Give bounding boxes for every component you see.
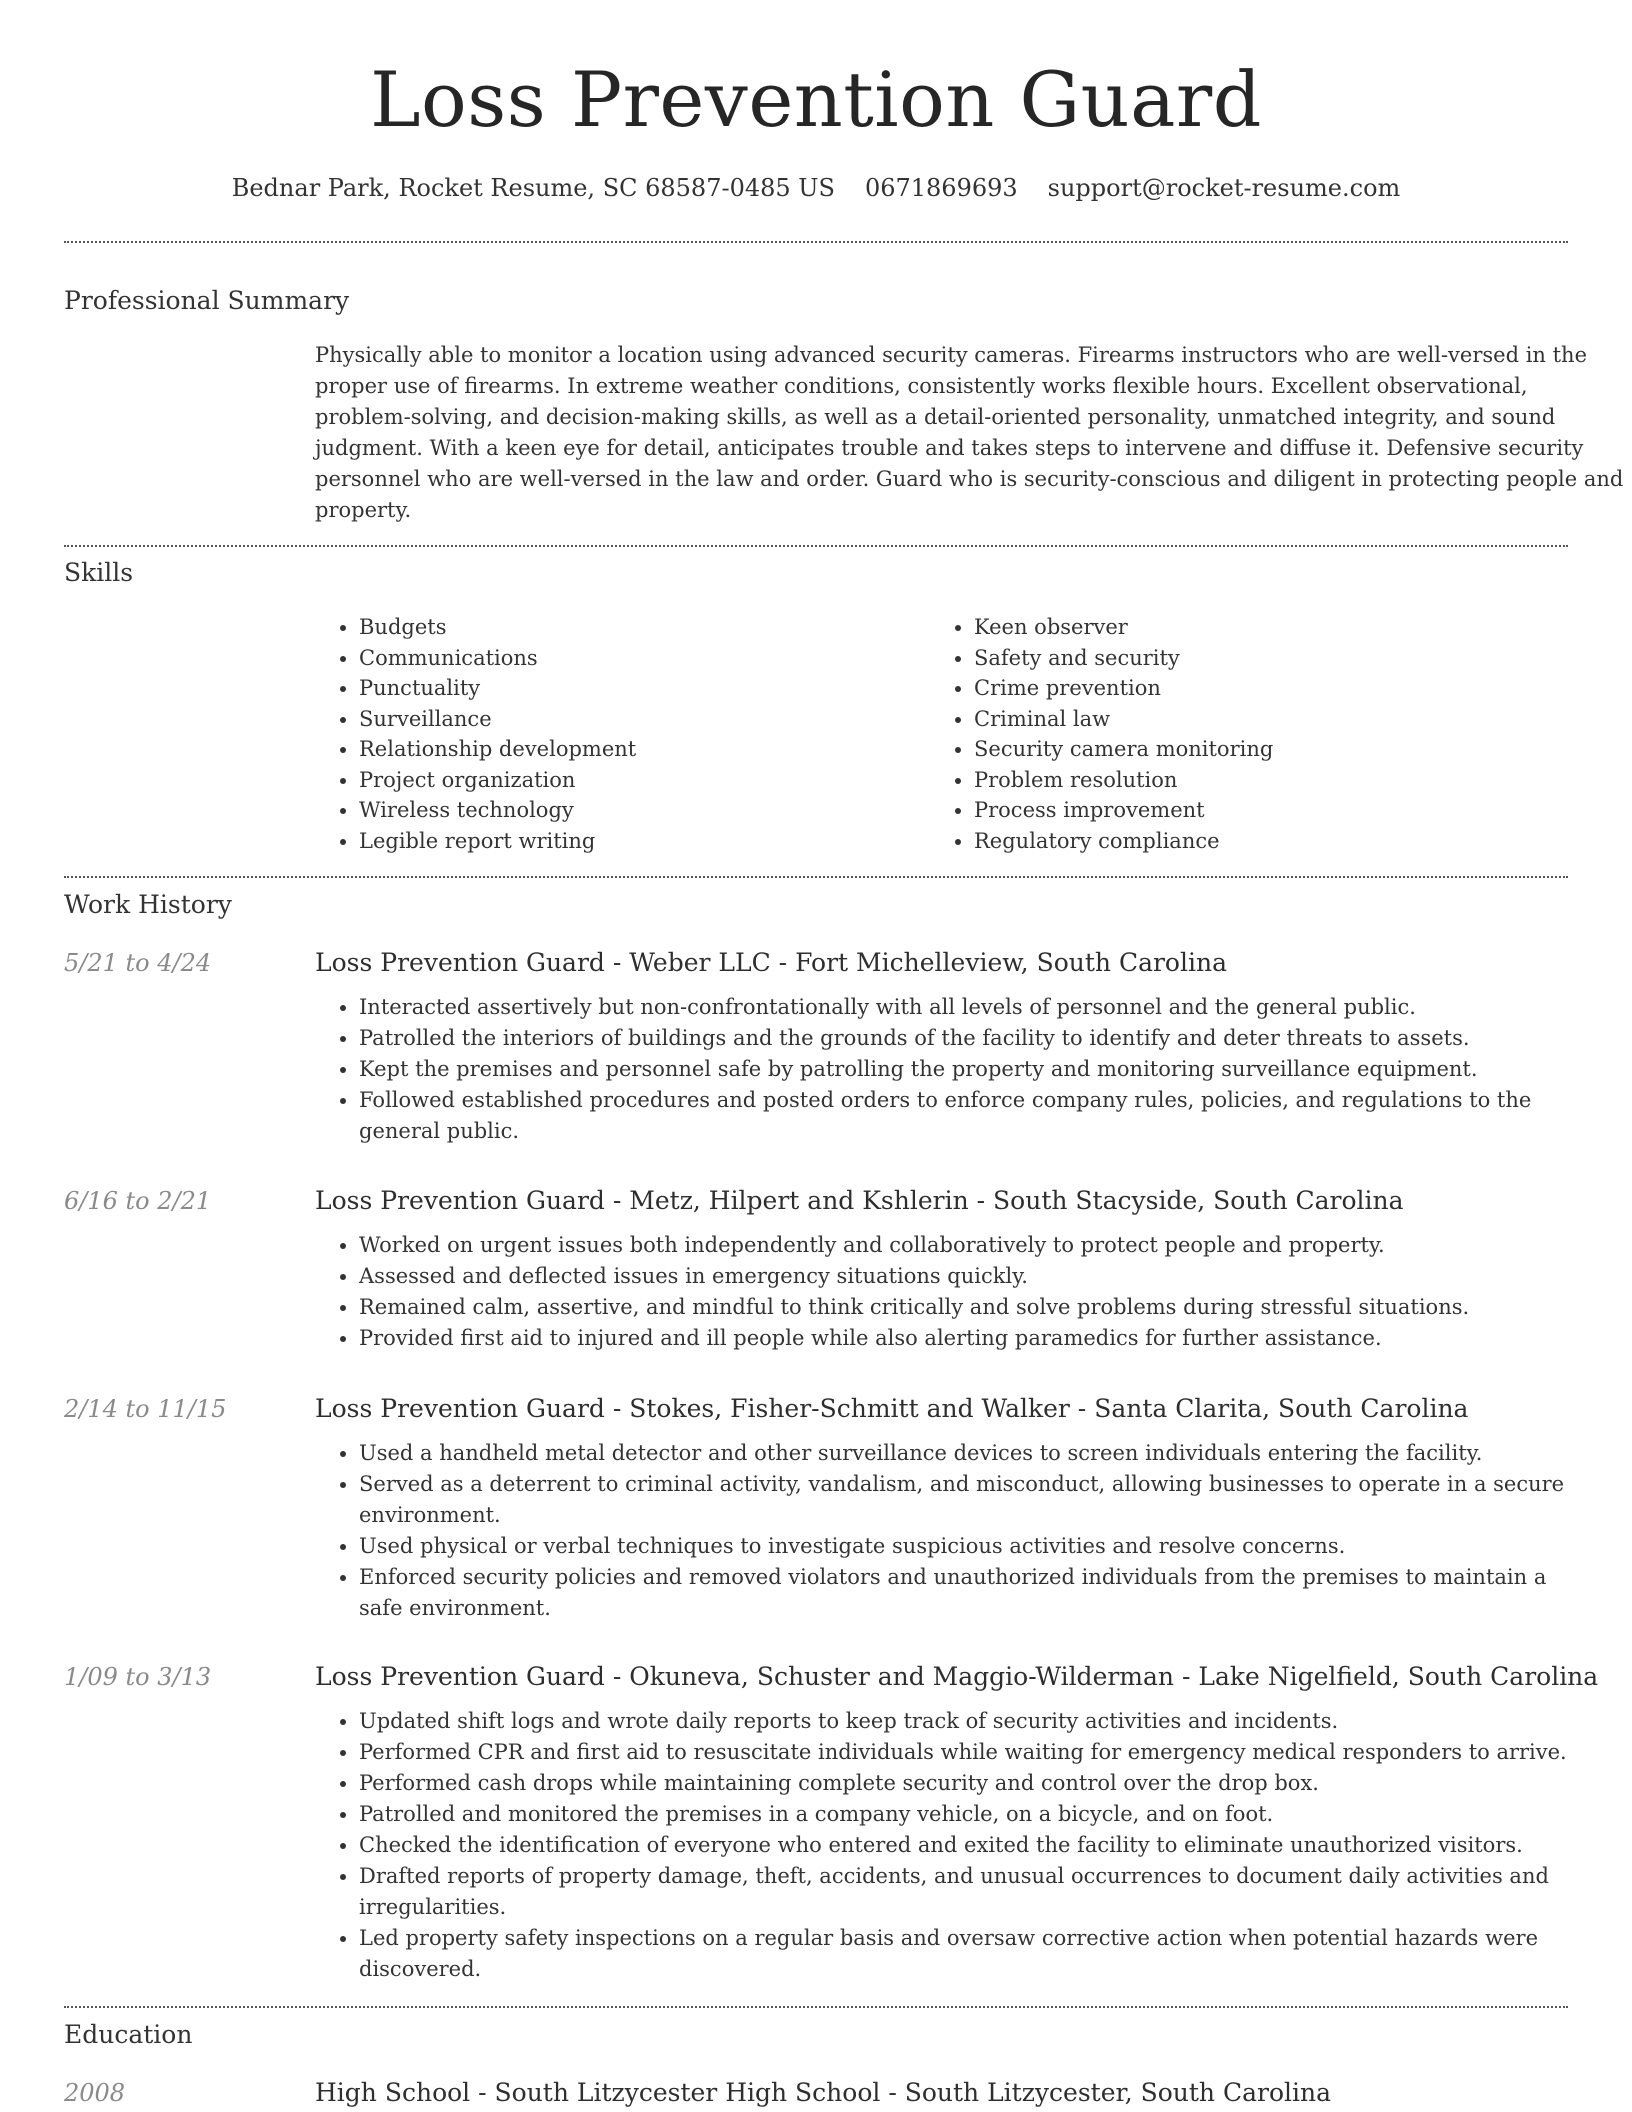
job-bullet: • Led property safety inspections on a regular basis and oversaw corrective action when potential hazards were discovered.: [359, 1923, 1568, 1985]
skill-item: • Safety and security: [974, 643, 1273, 674]
job-bullet: • Used physical or verbal techniques to investigate suspicious activities and resolve concerns.: [359, 1531, 1568, 1562]
job-title: Loss Prevention Guard - Stokes, Fisher-Schmitt and Walker - Santa Clarita, South Carolina: [315, 1394, 1469, 1423]
skills-list-left: [315, 612, 636, 856]
job-bullet: • Interacted assertively but non-confrontationally with all levels of personnel and the general public.: [359, 992, 1568, 1023]
skill-item: • Criminal law: [974, 704, 1273, 735]
section-title-skills: Skills: [64, 558, 134, 587]
contact-phone: 0671869693: [864, 174, 1018, 202]
job-bullets: [315, 992, 1568, 1147]
skills-list-right: [930, 612, 1273, 856]
divider: [64, 545, 1568, 547]
job-bullets: [315, 1706, 1568, 1985]
job-bullet: • Patrolled the interiors of buildings and the grounds of the facility to identify and deter threats to assets.: [359, 1023, 1568, 1054]
divider: [64, 241, 1568, 243]
summary-text: Physically able to monitor a location using advanced security cameras. Firearms instructors who are well-versed in the proper use of firearms. In extreme weather conditions, consistently works flexible hours. Excellent observational, problem-solving, and decision-making skills, as well as a detail-oriented personality, unmatched integrity, and sound judgment. With a keen eye for detail, anticipates trouble and takes steps to intervene and diffuse it. Defensive security personnel who are well-versed in the law and order. Guard who is security-conscious and diligent in protecting people and property.: [315, 343, 1624, 522]
job-title: Loss Prevention Guard - Weber LLC - Fort Michelleview, South Carolina: [315, 948, 1227, 977]
job-date: 2/14 to 11/15: [64, 1395, 227, 1423]
contact-email: support@rocket-resume.com: [1047, 174, 1401, 202]
job-bullet: • Performed CPR and first aid to resuscitate individuals while waiting for emergency medical responders to arrive.: [359, 1737, 1568, 1768]
section-title-work: Work History: [64, 890, 232, 919]
job-bullet: • Served as a deterrent to criminal activity, vandalism, and misconduct, allowing businesses to operate in a secure environment.: [359, 1469, 1568, 1531]
job-bullet: • Patrolled and monitored the premises in a company vehicle, on a bicycle, and on foot.: [359, 1799, 1568, 1830]
job-bullet: • Worked on urgent issues both independently and collaboratively to protect people and property.: [359, 1230, 1568, 1261]
job-bullets: [315, 1438, 1568, 1624]
job-date: 1/09 to 3/13: [64, 1663, 212, 1691]
skill-item: • Project organization: [359, 765, 636, 796]
education-title: High School - South Litzycester High School - South Litzycester, South Carolina: [315, 2078, 1331, 2107]
section-title-summary: Professional Summary: [64, 286, 350, 315]
skill-item: • Surveillance: [359, 704, 636, 735]
section-title-education: Education: [64, 2020, 193, 2049]
skill-item: • Regulatory compliance: [974, 826, 1273, 857]
skill-item: • Communications: [359, 643, 636, 674]
job-bullet: • Followed established procedures and posted orders to enforce company rules, policies, and regulations to the general public.: [359, 1085, 1568, 1147]
job-bullet: • Provided first aid to injured and ill people while also alerting paramedics for further assistance.: [359, 1323, 1568, 1354]
skill-item: • Process improvement: [974, 795, 1273, 826]
job-bullet: • Used a handheld metal detector and other surveillance devices to screen individuals entering the facility.: [359, 1438, 1568, 1469]
skill-item: • Wireless technology: [359, 795, 636, 826]
job-bullet: • Checked the identification of everyone who entered and exited the facility to eliminate unauthorized visitors.: [359, 1830, 1568, 1861]
contact-address: Bednar Park, Rocket Resume, SC 68587-0485 US: [231, 174, 835, 202]
skill-item: • Keen observer: [974, 612, 1273, 643]
job-bullet: • Assessed and deflected issues in emergency situations quickly.: [359, 1261, 1568, 1292]
skill-item: • Punctuality: [359, 673, 636, 704]
skill-item: • Relationship development: [359, 734, 636, 765]
job-bullet: • Performed cash drops while maintaining complete security and control over the drop box.: [359, 1768, 1568, 1799]
job-bullet: • Drafted reports of property damage, theft, accidents, and unusual occurrences to document daily activities and irregularities.: [359, 1861, 1568, 1923]
resume-name: Loss Prevention Guard: [370, 55, 1262, 144]
skill-item: • Legible report writing: [359, 826, 636, 857]
divider: [64, 876, 1568, 878]
skill-item: • Security camera monitoring: [974, 734, 1273, 765]
job-title: Loss Prevention Guard - Metz, Hilpert and Kshlerin - South Stacyside, South Carolina: [315, 1186, 1404, 1215]
job-date: 5/21 to 4/24: [64, 949, 212, 977]
job-date: 6/16 to 2/21: [64, 1187, 212, 1215]
skill-item: • Budgets: [359, 612, 636, 643]
skill-item: • Crime prevention: [974, 673, 1273, 704]
contact-line: [64, 168, 1568, 208]
skill-item: • Problem resolution: [974, 765, 1273, 796]
job-title: Loss Prevention Guard - Okuneva, Schuster and Maggio-Wilderman - Lake Nigelfield, South Carolina: [315, 1662, 1599, 1691]
education-date: 2008: [64, 2079, 126, 2107]
job-bullet: • Remained calm, assertive, and mindful to think critically and solve problems during stressful situations.: [359, 1292, 1568, 1323]
job-bullet: • Kept the premises and personnel safe by patrolling the property and monitoring surveillance equipment.: [359, 1054, 1568, 1085]
job-bullets: [315, 1230, 1568, 1354]
job-bullet: • Updated shift logs and wrote daily reports to keep track of security activities and incidents.: [359, 1706, 1568, 1737]
divider: [64, 2006, 1568, 2008]
job-bullet: • Enforced security policies and removed violators and unauthorized individuals from the premises to maintain a safe environment.: [359, 1562, 1568, 1624]
